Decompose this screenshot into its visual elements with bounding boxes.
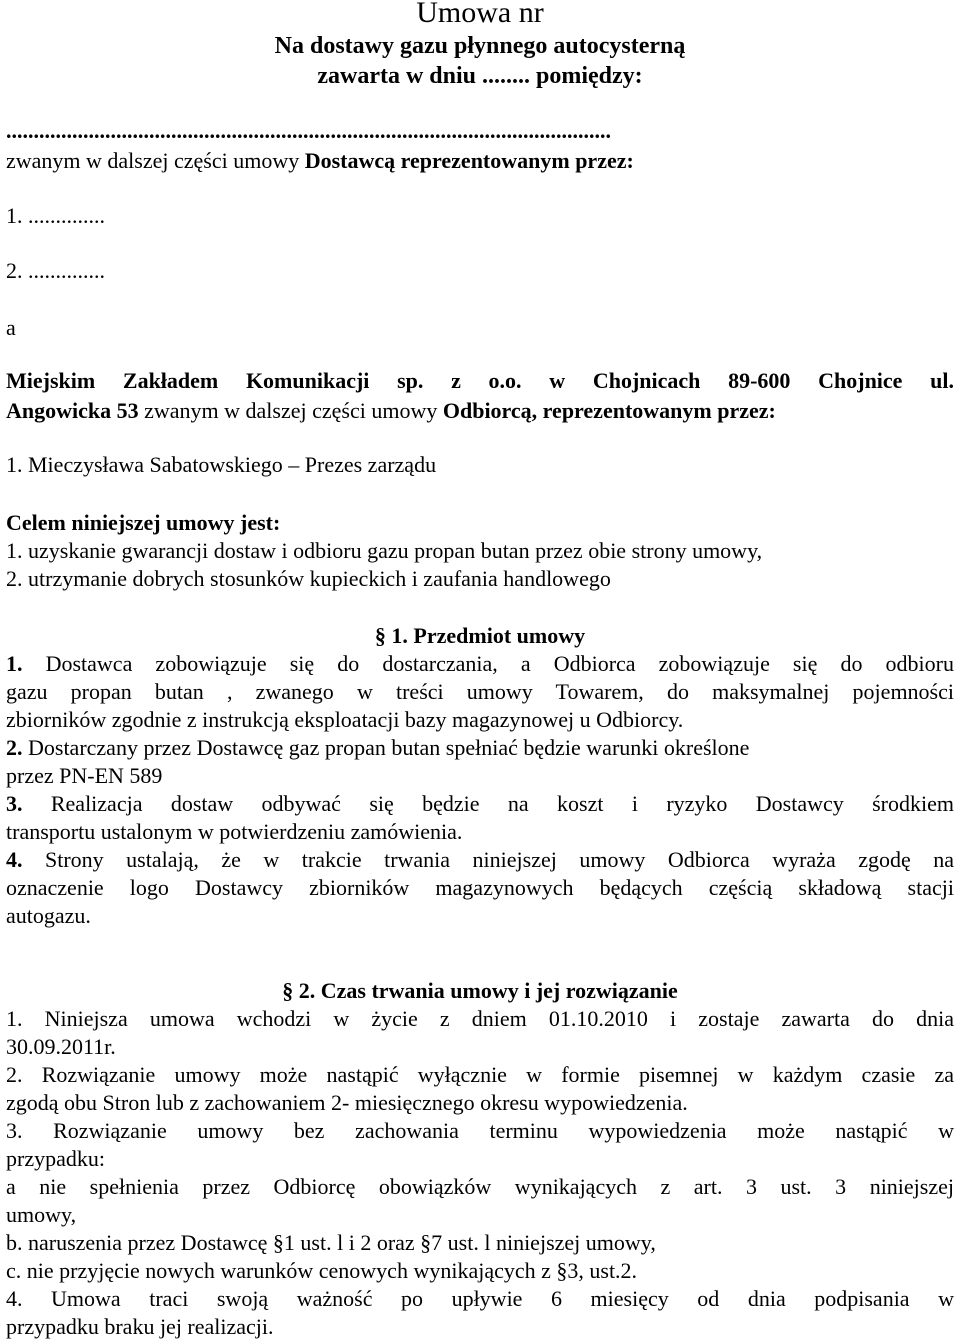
- section-1-point-1-text: Dostawca zobowiązuje się do dostarczania, a Odbiorca zobowiązuje się do odbioru: [22, 651, 954, 676]
- section-1-point-1-number: 1.: [6, 651, 23, 676]
- supplier-name-placeholder: ..............................................................................................................: [6, 118, 611, 143]
- section-1-point-3-number: 3.: [6, 791, 23, 816]
- section-2-point-1-line-1: 1. Niniejsza umowa wchodzi w życie z dniem 01.10.2010 i zostaje zawarta do dnia: [6, 1006, 954, 1031]
- recipient-line-2: [6, 398, 954, 424]
- recipient-designation-bold: Odbiorcą, reprezentowanym przez:: [442, 398, 776, 423]
- recipient-address: Angowicka 53: [6, 398, 139, 423]
- section-2-point-3-line-2: przypadku:: [6, 1146, 105, 1171]
- supplier-designation: [6, 148, 954, 174]
- section-1-point-1-line-3: zbiorników zgodnie z instrukcją eksploatacji bazy magazynowej u Odbiorcy.: [6, 707, 684, 732]
- section-1-point-1-line-1: [6, 651, 954, 677]
- supplier-designation-bold: Dostawcą reprezentowanym przez:: [304, 148, 634, 173]
- recipient-designation-text: zwanym w dalszej części umowy: [138, 398, 443, 423]
- section-1-point-3-line-2: transportu ustalonym w potwierdzeniu zamówienia.: [6, 819, 463, 844]
- section-1-point-4-number: 4.: [6, 847, 23, 872]
- section-2-point-3a-line-2: umowy,: [6, 1202, 77, 1227]
- section-1-heading: § 1. Przedmiot umowy: [374, 623, 586, 648]
- section-1-point-1-line-2: gazu propan butan , zwanego w treści umowy Towarem, do maksymalnej pojemności: [6, 679, 954, 704]
- recipient-line-1: Miejskim Zakładem Komunikacji sp. z o.o. w Chojnicach 89-600 Chojnice ul.: [6, 368, 954, 393]
- and-connector: a: [6, 315, 16, 340]
- supplier-representative-2: 2. ..............: [6, 258, 105, 283]
- section-1-point-2-line-1: [6, 735, 954, 761]
- supplier-designation-text: zwanym w dalszej części umowy: [6, 148, 305, 173]
- section-1-point-2-number: 2.: [6, 735, 23, 760]
- document-subtitle: Na dostawy gazu płynnego autocysterną: [274, 33, 686, 59]
- section-2-point-4-line-1: 4. Umowa traci swoją ważność po upływie 6 miesięcy od dnia podpisania w: [6, 1286, 954, 1311]
- section-1-point-4-text: Strony ustalają, że w trakcie trwania niniejszej umowy Odbiorca wyraża zgodę na: [22, 847, 954, 872]
- section-2-point-2-line-2: zgodą obu Stron lub z zachowaniem 2- miesięcznego okresu wypowiedzenia.: [6, 1090, 688, 1115]
- section-2-point-3a-line-1: a nie spełnienia przez Odbiorcę obowiązków wynikających z art. 3 ust. 3 niniejszej: [6, 1174, 954, 1199]
- supplier-representative-1: 1. ..............: [6, 203, 105, 228]
- section-2-point-3-line-1: 3. Rozwiązanie umowy bez zachowania terminu wypowiedzenia może nastąpić w: [6, 1118, 954, 1143]
- section-2-point-3c: c. nie przyjęcie nowych warunków cenowych wynikających z §3, ust.2.: [6, 1258, 638, 1283]
- section-2-point-1-line-2: 30.09.2011r.: [6, 1034, 116, 1059]
- section-1-point-3-line-1: [6, 791, 954, 817]
- section-2-point-4-line-2: przypadku braku jej realizacji.: [6, 1314, 274, 1339]
- section-1-point-3-text: Realizacja dostaw odbywać się będzie na koszt i ryzyko Dostawcy środkiem: [22, 791, 954, 816]
- document-title: Umowa nr: [416, 0, 544, 29]
- section-1-point-4-line-1: [6, 847, 954, 873]
- document-date-line: zawarta w dniu ........ pomiędzy:: [317, 63, 643, 89]
- section-2-point-2-line-1: 2. Rozwiązanie umowy może nastąpić wyłącznie w formie pisemnej w każdym czasie za: [6, 1062, 954, 1087]
- purpose-item-2: 2. utrzymanie dobrych stosunków kupieckich i zaufania handlowego: [6, 566, 611, 591]
- section-1-point-2-line-2: przez PN-EN 589: [6, 763, 163, 788]
- recipient-representative-1: 1. Mieczysława Sabatowskiego – Prezes zarządu: [6, 452, 437, 477]
- section-2-heading: § 2. Czas trwania umowy i jej rozwiązanie: [282, 978, 678, 1003]
- purpose-heading: Celem niniejszej umowy jest:: [6, 510, 281, 535]
- section-2-point-3b: b. naruszenia przez Dostawcę §1 ust. l i 2 oraz §7 ust. l niniejszej umowy,: [6, 1230, 656, 1255]
- section-1-point-2-text: Dostarczany przez Dostawcę gaz propan butan spełniać będzie warunki określone: [22, 735, 750, 760]
- section-1-point-4-line-2: oznaczenie logo Dostawcy zbiorników magazynowych będących częścią składową stacji: [6, 875, 954, 900]
- section-1-point-4-line-3: autogazu.: [6, 903, 91, 928]
- purpose-item-1: 1. uzyskanie gwarancji dostaw i odbioru gazu propan butan przez obie strony umowy,: [6, 538, 763, 563]
